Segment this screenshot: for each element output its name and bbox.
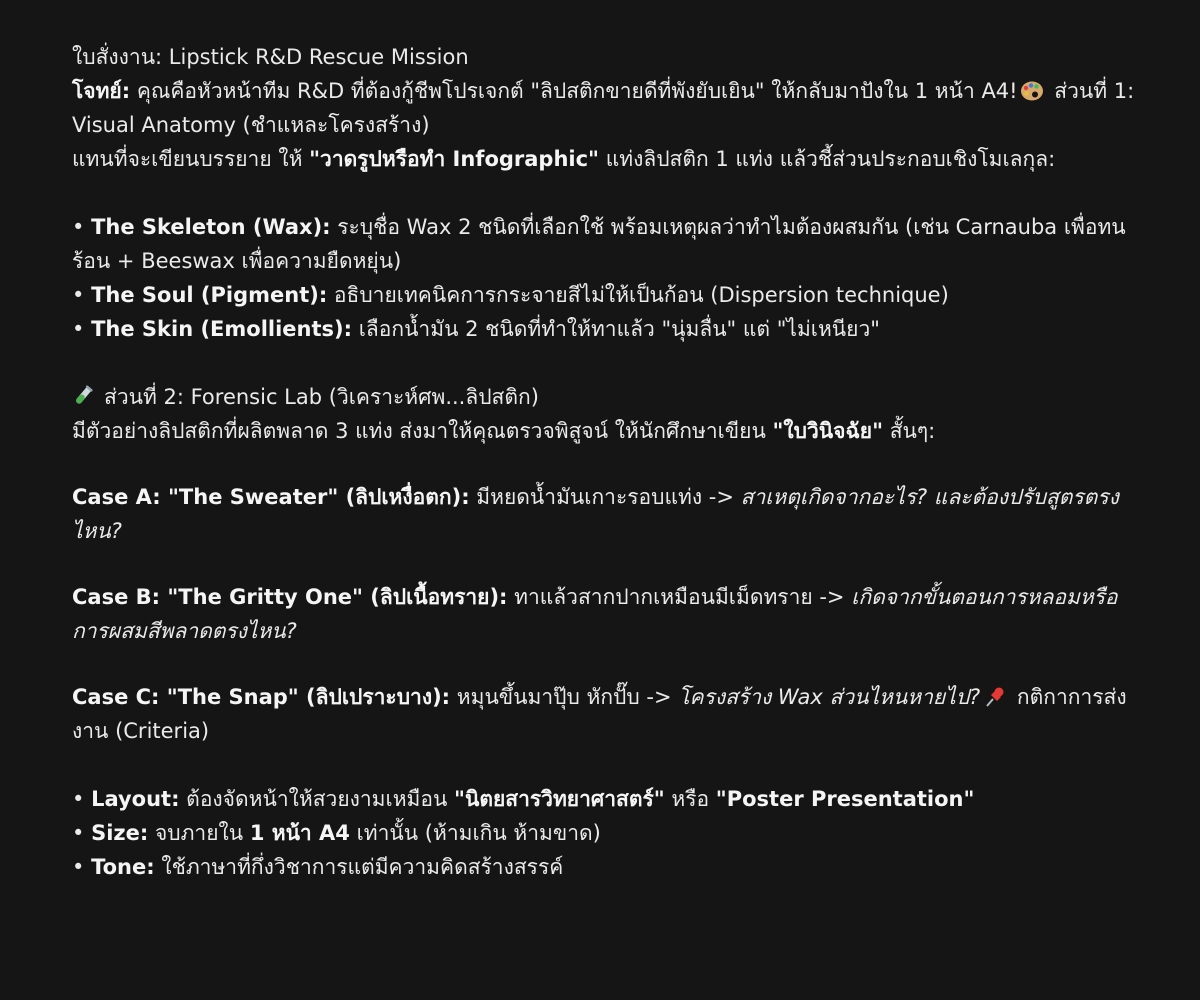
case-text: หมุนขึ้นมาปุ๊บ หักปั๊บ -> xyxy=(450,685,679,709)
assignment-document xyxy=(72,40,1152,884)
part1-intro-text: แทนที่จะเขียนบรรยาย ให้ xyxy=(72,147,310,171)
criteria-text: ใช้ภาษาที่กึ่งวิชาการแต่มีความคิดสร้างสรรค์ xyxy=(154,855,564,879)
prompt-text: คุณคือหัวหน้าทีม R&D ที่ต้องกู้ชีพโปรเจกต์ "ลิปสติกขายดีที่พังยับเยิน" ให้กลับมาปังใน 1 หน้า A4! xyxy=(130,79,1018,103)
case-question: โครงสร้าง Wax ส่วนไหนหายไป? xyxy=(678,685,981,709)
anatomy-list xyxy=(72,210,1152,346)
palette-icon xyxy=(1020,80,1044,102)
case-label: Case A: "The Sweater" (ลิปเหงื่อตก): xyxy=(72,485,470,509)
criteria-title: กติกาการส่งงาน (Criteria) xyxy=(72,685,1127,743)
bullet: • xyxy=(72,821,85,845)
part2-intro-text-end: สั้นๆ: xyxy=(883,419,936,443)
pushpin-icon xyxy=(982,686,1006,708)
list-item xyxy=(72,816,1152,850)
case-question: สาเหตุเกิดจากอะไร? และต้องปรับสูตรตรงไหน? xyxy=(72,485,1119,543)
case-a xyxy=(72,480,1152,548)
prompt-paragraph xyxy=(72,74,1152,142)
criteria-emphasis: "นิตยสารวิทยาศาสตร์" xyxy=(454,787,665,811)
anatomy-text: ระบุชื่อ Wax 2 ชนิดที่เลือกใช้ พร้อมเหตุผลว่าทำไมต้องผสมกัน (เช่น Carnauba เพื่อทนร้อน + Beeswax เพื่อความยืดหยุ่น) xyxy=(72,215,1126,273)
list-item xyxy=(72,850,1152,884)
case-text: ทาแล้วสากปากเหมือนมีเม็ดทราย -> xyxy=(507,585,852,609)
case-c xyxy=(72,680,1152,748)
bullet: • xyxy=(72,317,85,341)
bullet: • xyxy=(72,215,85,239)
anatomy-label: The Skeleton (Wax): xyxy=(91,215,331,239)
criteria-label: Size: xyxy=(91,821,149,845)
case-label: Case B: "The Gritty One" (ลิปเนื้อทราย): xyxy=(72,585,508,609)
part1-intro-emphasis: "วาดรูปหรือทำ Infographic" xyxy=(309,147,600,171)
prompt-label: โจทย์: xyxy=(72,79,131,103)
part2-title: ส่วนที่ 2: Forensic Lab (วิเคราะห์ศพ...ลิปสติก) xyxy=(104,385,539,409)
test-tube-icon xyxy=(72,385,94,407)
bullet: • xyxy=(72,787,85,811)
criteria-text: หรือ xyxy=(664,787,716,811)
list-item xyxy=(72,312,1152,346)
doc-title: ใบสั่งงาน: Lipstick R&D Rescue Mission xyxy=(72,45,469,69)
case-text: มีหยดน้ำมันเกาะรอบแท่ง -> xyxy=(469,485,741,509)
bullet: • xyxy=(72,855,85,879)
anatomy-text: เลือกน้ำมัน 2 ชนิดที่ทำให้ทาแล้ว "นุ่มลื่น" แต่ "ไม่เหนียว" xyxy=(352,317,880,341)
criteria-emphasis: "Poster Presentation" xyxy=(715,787,975,811)
anatomy-label: The Soul (Pigment): xyxy=(91,283,328,307)
criteria-text: จบภายใน xyxy=(148,821,250,845)
criteria-label: Tone: xyxy=(91,855,155,879)
part1-title: ส่วนที่ 1: Visual Anatomy (ชำแหละโครงสร้าง) xyxy=(72,79,1135,137)
criteria-text: ต้องจัดหน้าให้สวยงามเหมือน xyxy=(179,787,455,811)
list-item xyxy=(72,782,1152,816)
part2-intro-emphasis: "ใบวินิจฉัย" xyxy=(772,419,884,443)
part2-intro xyxy=(72,414,1152,448)
criteria-emphasis: 1 หน้า A4 xyxy=(249,821,350,845)
criteria-text: เท่านั้น (ห้ามเกิน ห้ามขาด) xyxy=(349,821,601,845)
criteria-label: Layout: xyxy=(91,787,180,811)
list-item xyxy=(72,278,1152,312)
case-label: Case C: "The Snap" (ลิปเปราะบาง): xyxy=(72,685,451,709)
criteria-list xyxy=(72,782,1152,884)
part2-heading xyxy=(72,380,1152,414)
part1-intro xyxy=(72,142,1152,176)
bullet: • xyxy=(72,283,85,307)
case-question: เกิดจากขั้นตอนการหลอมหรือการผสมสีพลาดตรงไหน? xyxy=(72,585,1118,643)
anatomy-label: The Skin (Emollients): xyxy=(91,317,353,341)
case-b xyxy=(72,580,1152,648)
part1-intro-text-end: แท่งลิปสติก 1 แท่ง แล้วชี้ส่วนประกอบเชิงโมเลกุล: xyxy=(599,147,1056,171)
list-item xyxy=(72,210,1152,278)
anatomy-text: อธิบายเทคนิคการกระจายสีไม่ให้เป็นก้อน (Dispersion technique) xyxy=(327,283,949,307)
part2-intro-text: มีตัวอย่างลิปสติกที่ผลิตพลาด 3 แท่ง ส่งมาให้คุณตรวจพิสูจน์ ให้นักศึกษาเขียน xyxy=(72,419,773,443)
